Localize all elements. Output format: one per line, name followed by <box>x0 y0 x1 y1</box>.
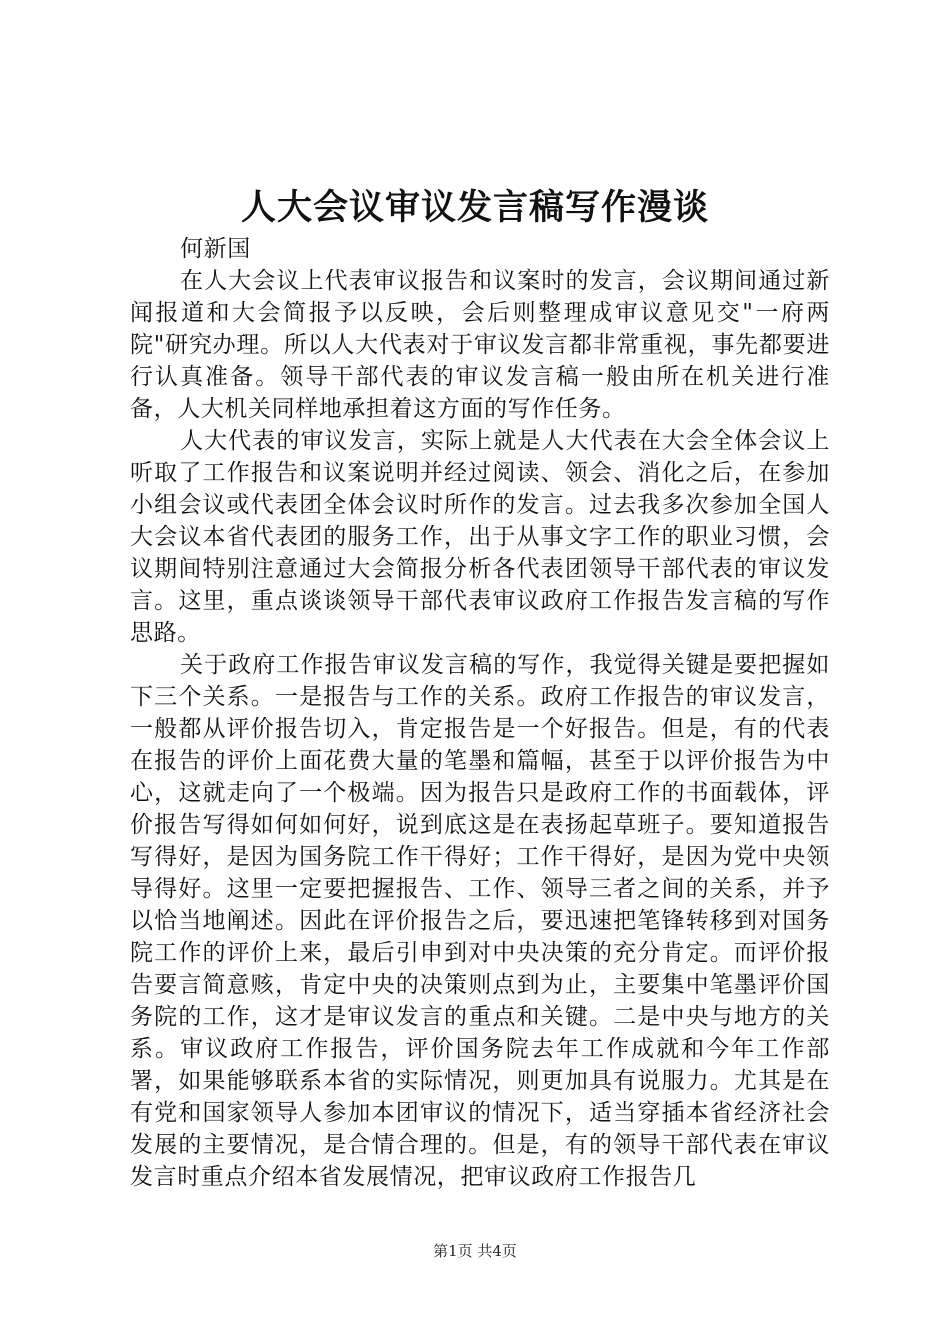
page-footer <box>0 1240 950 1262</box>
document-body <box>130 233 830 1193</box>
body-paragraph-2: 人大代表的审议发言，实际上就是人大代表在大会全体会议上听取了工作报告和议案说明并经过阅读、领会、消化之后，在参加小组会议或代表团全体会议时所作的发言。过去我多次参加全国人大会议本省代表团的服务工作，出于从事文字工作的职业习惯，会议期间特别注意通过大会简报分析各代表团领导干部代表的审议发言。这里，重点谈谈领导干部代表审议政府工作报告发言稿的写作思路。 <box>130 428 830 646</box>
body-paragraph-3: 关于政府工作报告审议发言稿的写作，我觉得关键是要把握如下三个关系。一是报告与工作的关系。政府工作报告的审议发言，一般都从评价报告切入，肯定报告是一个好报告。但是，有的代表在报告的评价上面花费大量的笔墨和篇幅，甚至于以评价报告为中心，这就走向了一个极端。因为报告只是政府工作的书面载体，评价报告写得如何如何好，说到底这是在表扬起草班子。要知道报告写得好，是因为国务院工作干得好；工作干得好，是因为党中央领导得好。这里一定要把握报告、工作、领导三者之间的关系，并予以恰当地阐述。因此在评价报告之后，要迅速把笔锋转移到对国务院工作的评价上来，最后引申到对中央决策的充分肯定。而评价报告要言简意赅，肯定中央的决策则点到为止，主要集中笔墨评价国务院的工作，这才是审议发言的重点和关键。二是中央与地方的关系。审议政府工作报告，评价国务院去年工作成就和今年工作部署，如果能够联系本省的实际情况，则更加具有说服力。尤其是在有党和国家领导人参加本团审议的情况下，适当穿插本省经济社会发展的主要情况，是合情合理的。但是，有的领导干部代表在审议发言时重点介绍本省发展情况，把审议政府工作报告几 <box>130 652 830 1190</box>
page-number: 第1页 共4页 <box>433 1242 517 1260</box>
body-paragraph-1: 在人大会议上代表审议报告和议案时的发言，会议期间通过新闻报道和大会简报予以反映，会后则整理成审议意见交"一府两院"研究办理。所以人大代表对于审议发言都非常重视，事先都要进行认真准备。领导干部代表的审议发言稿一般由所在机关进行准备，人大机关同样地承担着这方面的写作任务。 <box>130 268 830 422</box>
document-title: 人大会议审议发言稿写作漫谈 <box>240 187 709 228</box>
author-line: 何新国 <box>180 236 251 262</box>
